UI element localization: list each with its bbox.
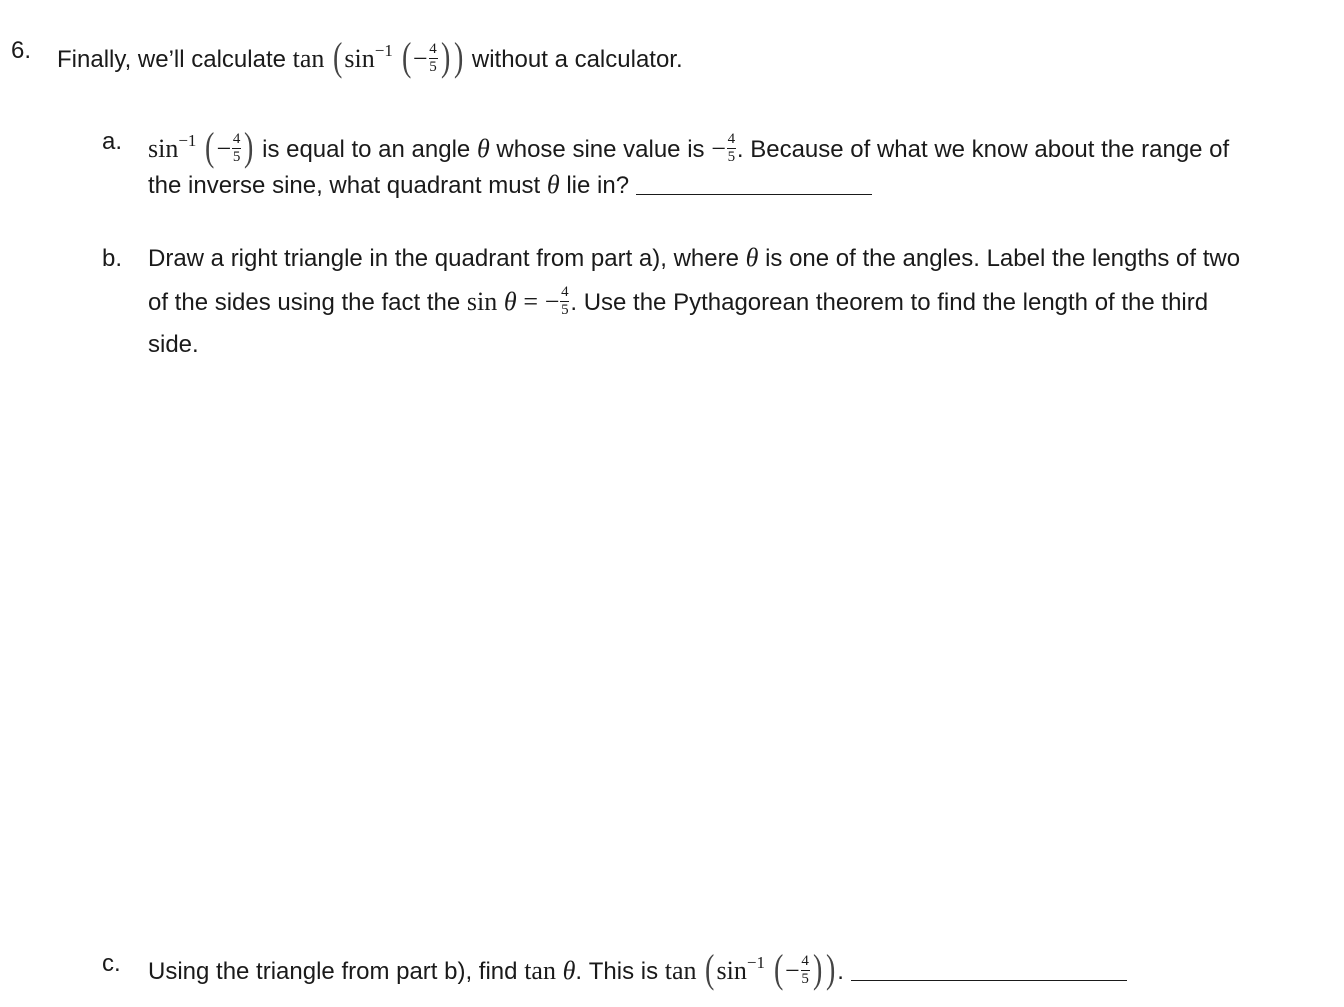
part-b-line1-suffix: is one of the angles. Label the lengths of two (765, 245, 1241, 272)
fraction-denominator: 5 (801, 971, 809, 988)
minus-sign: − (412, 44, 428, 73)
right-paren: ) (453, 34, 464, 79)
fraction-numerator: 4 (232, 131, 241, 148)
part-a-line2-suffix: lie in? (566, 172, 630, 199)
part-a-line-2 (148, 172, 872, 198)
part-a-label: a. (102, 128, 123, 155)
tan-function: tan (664, 956, 697, 985)
question-number: 6. (11, 37, 32, 64)
theta-symbol: θ (546, 170, 560, 199)
part-c-middle: . This is (575, 958, 659, 985)
fraction-four-fifths (429, 42, 438, 75)
left-paren: ( (333, 34, 343, 79)
theta-symbol: θ (745, 243, 759, 272)
question-prefix: Finally, we’ll calculate (57, 46, 286, 73)
theta-symbol: θ (476, 134, 490, 163)
minus-sign: − (544, 286, 560, 316)
right-paren: ) (825, 946, 836, 991)
left-paren: ( (705, 946, 715, 991)
left-paren: ( (205, 124, 215, 169)
part-a-line-1 (148, 124, 1229, 167)
right-paren: ) (812, 946, 822, 991)
part-b-line-1 (148, 245, 1240, 271)
fraction-numerator: 4 (429, 41, 437, 58)
fraction-four-fifths (727, 132, 736, 165)
equals-sign: = (523, 286, 539, 316)
tan-function: tan (524, 956, 556, 985)
part-b-line1-prefix: Draw a right triangle in the quadrant from part a), where (148, 245, 739, 272)
part-a-text-1: is equal to an angle (262, 136, 471, 163)
minus-sign: − (216, 134, 232, 163)
theta-symbol: θ (562, 956, 576, 985)
sin-function: sin (148, 134, 179, 163)
part-c-end: . (837, 958, 844, 985)
part-b-line3: side. (148, 331, 199, 358)
part-b-line2-prefix: of the sides using the fact the (148, 288, 461, 316)
minus-sign: − (711, 134, 726, 163)
inverse-exponent: −1 (374, 41, 393, 60)
part-b-line-2 (148, 284, 1209, 320)
inverse-exponent: −1 (746, 953, 765, 972)
right-paren: ) (244, 124, 254, 169)
part-b-line-3 (148, 333, 199, 357)
fraction-four-fifths (801, 954, 810, 987)
left-paren: ( (401, 34, 411, 79)
fraction-denominator: 5 (232, 149, 241, 166)
fraction-numerator: 4 (561, 284, 569, 300)
fraction-numerator: 4 (727, 131, 736, 148)
question-suffix: without a calculator. (471, 46, 683, 73)
question-line (57, 34, 683, 77)
part-c-line (148, 946, 1127, 989)
answer-blank-c[interactable] (851, 980, 1127, 981)
left-paren: ( (773, 946, 783, 991)
part-b-line2-suffix: . Use the Pythagorean theorem to find the length of the third (570, 288, 1209, 316)
fraction-denominator: 5 (429, 59, 437, 76)
answer-blank-a[interactable] (636, 194, 872, 195)
sin-function: sin (466, 286, 498, 316)
fraction-four-fifths (232, 132, 241, 165)
theta-symbol: θ (503, 286, 517, 316)
sin-function: sin (344, 44, 375, 73)
inverse-exponent: −1 (178, 131, 197, 150)
fraction-numerator: 4 (801, 953, 809, 970)
fraction-denominator: 5 (561, 302, 569, 318)
sin-function: sin (716, 956, 747, 985)
right-paren: ) (440, 34, 450, 79)
tan-function: tan (292, 44, 325, 73)
part-a-line2-prefix: the inverse sine, what quadrant must (148, 172, 541, 199)
fraction-denominator: 5 (727, 149, 736, 166)
minus-sign: − (784, 956, 800, 985)
part-b-label: b. (102, 245, 123, 272)
part-a-text-3: . Because of what we know about the range of (736, 136, 1230, 163)
fraction-four-fifths (560, 285, 569, 318)
part-c-prefix: Using the triangle from part b), find (148, 958, 518, 985)
part-c-label: c. (102, 950, 121, 977)
part-a-text-2: whose sine value is (496, 136, 705, 163)
